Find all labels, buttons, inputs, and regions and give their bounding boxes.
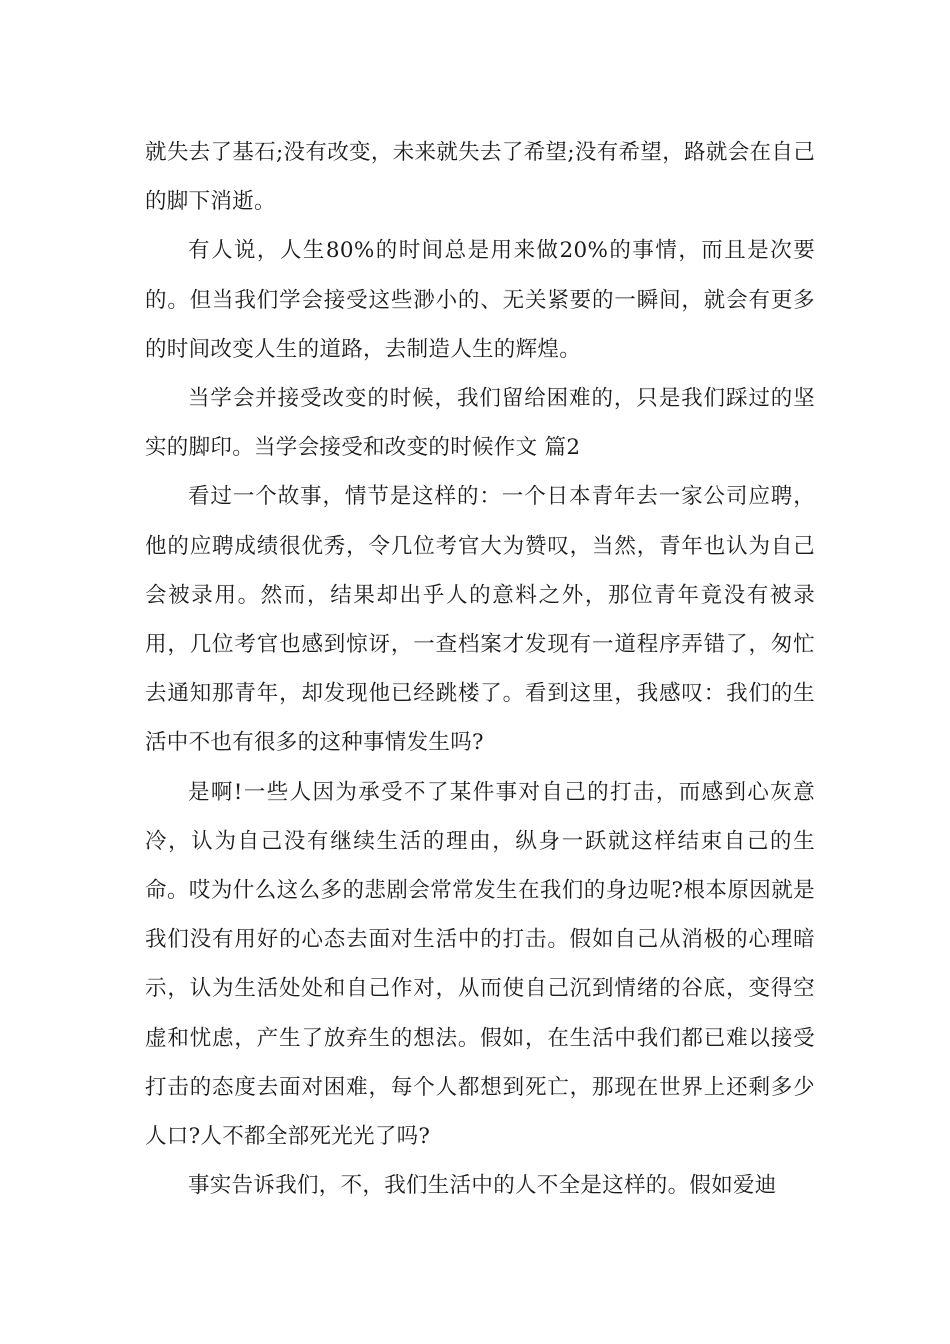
paragraph-6: 事实告诉我们，不，我们生活中的人不全是这样的。假如爱迪 (188, 1173, 777, 1199)
paragraph-3: 当学会并接受改变的时候，我们留给困难的，只是我们踩过的坚实的脚印。当学会接受和改变的时候作文 篇2 (145, 386, 815, 461)
body-text (145, 128, 815, 1210)
paragraph-1: 就失去了基石;没有改变，未来就失去了希望;没有希望，路就会在自己的脚下消逝。 (145, 140, 815, 215)
paragraph-5: 是啊!一些人因为承受不了某件事对自己的打击，而感到心灰意冷，认为自己没有继续生活的理由，纵身一跃就这样结束自己的生命。哎为什么这么多的悲剧会常常发生在我们的身边呢?根本原因就是我们没有用好的心态去面对生活中的打击。假如自己从消极的心理暗示，认为生活处处和自己作对，从而使自己沉到情绪的谷底，变得空虚和忧虑，产生了放弃生的想法。假如，在生活中我们都已难以接受打击的态度去面对困难，每个人都想到死亡，那现在世界上还剩多少人口?人不都全部死光光了吗? (145, 779, 815, 1150)
paragraph-4: 看过一个故事，情节是这样的：一个日本青年去一家公司应聘，他的应聘成绩很优秀，令几位考官大为赞叹，当然，青年也认为自己会被录用。然而，结果却出乎人的意料之外，那位青年竟没有被录用，几位考官也感到惊讶，一查档案才发现有一道程序弄错了，匆忙去通知那青年，却发现他已经跳楼了。看到这里，我感叹：我们的生活中不也有很多的这种事情发生吗? (145, 484, 815, 756)
paragraph-2: 有人说，人生80%的时间总是用来做20%的事情，而且是次要的。但当我们学会接受这些渺小的、无关紧要的一瞬间，就会有更多的时间改变人生的道路，去制造人生的辉煌。 (145, 238, 815, 362)
